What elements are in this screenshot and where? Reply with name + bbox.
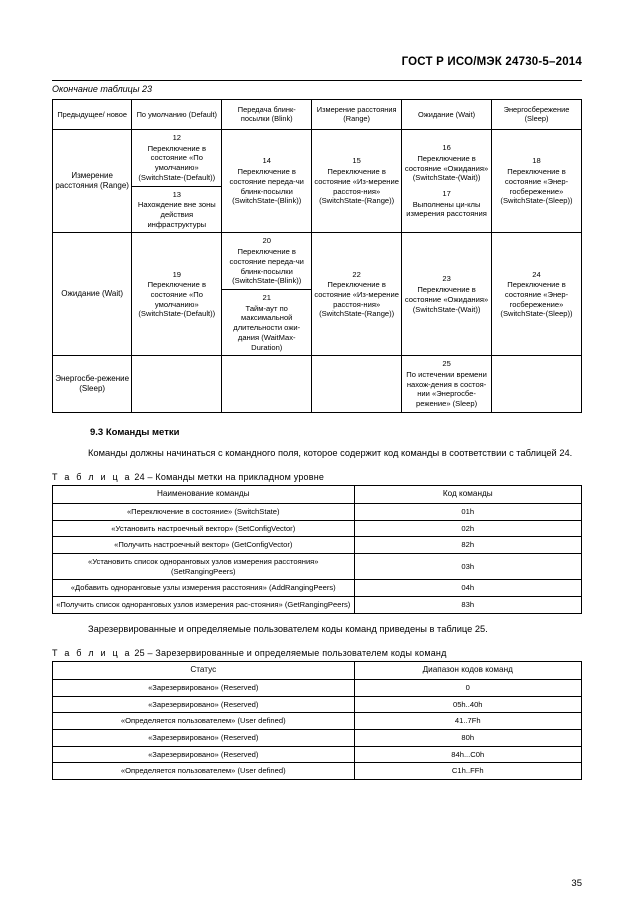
table25-cell-range: 84h...C0h: [354, 746, 581, 763]
table24-cell-code: 03h: [354, 554, 581, 580]
table23-cell: [312, 233, 402, 356]
table25-header-row: [53, 662, 582, 680]
table23-cell: [222, 233, 312, 356]
cell-text: Нахождение вне зоны действия инфраструктуры: [137, 200, 216, 229]
cell-number: 22: [352, 269, 361, 279]
table-state-transitions: [52, 99, 582, 413]
cell-number: 13: [172, 189, 182, 199]
table-row: [53, 233, 582, 356]
table24-cell-code: 01h: [354, 503, 581, 520]
table23-cell: [132, 129, 222, 232]
table-row: [53, 356, 582, 413]
cell-number: 23: [442, 274, 451, 284]
table25-header-cell: Диапазон кодов команд: [354, 662, 581, 680]
cell-text: Переключение в состояние «Энер-госбережение» (SwitchState-(Sleep)): [500, 280, 573, 319]
table-row: [53, 730, 582, 747]
cell-subsection: [404, 189, 489, 219]
table23-cell: [132, 233, 222, 356]
table-row: [53, 679, 582, 696]
table23-header-cell: Энергосбережение (Sleep): [492, 100, 582, 130]
cell-number: 17: [442, 189, 451, 199]
cell-number: 16: [442, 143, 451, 153]
section-paragraph: Команды должны начинаться с командного поля, которое содержит код команды в соответствии с таблицей 24.: [88, 447, 573, 458]
table25-cell-status: «Зарезервировано» (Reserved): [53, 696, 355, 713]
table-row: [53, 520, 582, 537]
table25-cell-range: 0: [354, 679, 581, 696]
table24-caption-rest: 24 – Команды метки на прикладном уровне: [131, 472, 325, 483]
table25-cell-range: 41..7Fh: [354, 713, 581, 730]
table25-caption-rest: 25 – Зарезервированные и определяемые пользователем коды команд: [131, 648, 447, 659]
cell-subsection: [132, 186, 221, 233]
table23-cell: [222, 129, 312, 232]
table25-cell-status: «Определяется пользователем» (User defined): [53, 763, 355, 780]
table24-header-cell: Код команды: [354, 486, 581, 504]
table24-cell-code: 04h: [354, 580, 581, 597]
table24-cell-name: «Добавить одноранговые узлы измерения расстояния» (AddRangingPeers): [53, 580, 355, 597]
table23-cell: [222, 356, 312, 413]
cell-text: Выполнены ци-клы измерения расстояния: [406, 199, 487, 219]
cell-text: Тайм-аут по максимальной длительности ожи-дания (WaitMax-Duration): [233, 303, 301, 352]
cell-text: Переключение в состояние «По умолчанию» (SwitchState-(Default)): [138, 143, 216, 182]
table25-cell-range: C1h..FFh: [354, 763, 581, 780]
table-row: [53, 554, 582, 580]
table23-cell: [312, 356, 402, 413]
table23-cell: [312, 129, 402, 232]
table23-cell: [402, 233, 492, 356]
table23-cell: [402, 356, 492, 413]
table25-header-cell: Статус: [53, 662, 355, 680]
table23-header-cell: Ожидание (Wait): [402, 100, 492, 130]
table23-header-cell: Передача блинк-посылки (Blink): [222, 100, 312, 130]
cell-number: 24: [532, 269, 541, 279]
table-tag-commands: [52, 485, 582, 614]
table24-cell-name: «Получить список одноранговых узлов измерения рас-стояния» (GetRangingPeers): [53, 597, 355, 614]
page-number: 35: [571, 878, 582, 889]
cell-number: 12: [172, 132, 182, 142]
table-row: [53, 763, 582, 780]
table-reserved-user-codes: [52, 661, 582, 780]
table23-cell: [492, 356, 582, 413]
table23-cell: [492, 233, 582, 356]
cell-text: Переключение в состояние «По умолчанию» (SwitchState-(Default)): [138, 280, 216, 319]
cell-text: Переключение в состояние «Энер-госбережение» (SwitchState-(Sleep)): [500, 167, 573, 206]
table24-cell-code: 82h: [354, 537, 581, 554]
cell-number: 14: [262, 156, 271, 166]
cell-text: Переключение в состояние переда-чи блинк-посылки (SwitchState-(Blink)): [229, 167, 304, 206]
table24-cell-code: 83h: [354, 597, 581, 614]
table-row: [53, 713, 582, 730]
table24-cell-name: «Переключение в состояние» (SwitchState): [53, 503, 355, 520]
cell-text: Переключение в состояние «Из-мерение расстоя-ния» (SwitchState-(Range)): [314, 280, 399, 319]
table25-cell-status: «Зарезервировано» (Reserved): [53, 730, 355, 747]
table-row: [53, 746, 582, 763]
table23-header-row: [53, 100, 582, 130]
cell-number: 21: [262, 293, 271, 302]
table-row: [53, 597, 582, 614]
cell-text: Переключение в состояние «Ожидания» (SwitchState-(Wait)): [404, 285, 489, 314]
table23-header-cell: По умолчанию (Default): [132, 100, 222, 130]
cell-text: По истечении времени нахож-дения в состоя-нии «Энергосбе-режение» (Sleep): [406, 370, 487, 409]
table23-row-label: Измерение расстояния (Range): [53, 129, 132, 232]
section-heading: 9.3 Команды метки: [90, 426, 180, 438]
table24-caption: [52, 472, 582, 482]
header-divider: [52, 80, 582, 81]
table24-caption-prefix: Т а б л и ц а: [52, 472, 132, 483]
table25-cell-range: 05h..40h: [354, 696, 581, 713]
table24-cell-name: «Установить список одноранговых узлов измерения расстояния» (SetRangingPeers): [53, 554, 355, 580]
table24-header-cell: Наименование команды: [53, 486, 355, 504]
cell-text: Переключение в состояние переда-чи блинк-посылки (SwitchState-(Blink)): [229, 247, 304, 286]
paragraph-reserved-codes: Зарезервированные и определяемые пользователем коды команд приведены в таблице 25.: [88, 623, 488, 634]
table23-cell: [132, 356, 222, 413]
table-row: [53, 503, 582, 520]
table23-cell: [492, 129, 582, 232]
table25-caption: [52, 648, 582, 658]
table-row: [53, 696, 582, 713]
table24-header-row: [53, 486, 582, 504]
cell-subsection: [222, 289, 311, 355]
table25-cell-range: 80h: [354, 730, 581, 747]
document-header-title: ГОСТ Р ИСО/МЭК 24730-5–2014: [401, 56, 582, 68]
cell-number: 20: [262, 236, 271, 246]
table25-caption-prefix: Т а б л и ц а: [52, 648, 132, 659]
table24-cell-name: «Получить настроечный вектор» (GetConfigVector): [53, 537, 355, 554]
table-row: [53, 580, 582, 597]
cell-text: Переключение в состояние «Ожидания» (SwitchState-(Wait)): [404, 153, 489, 183]
cell-text: Переключение в состояние «Из-мерение расстоя-ния» (SwitchState-(Range)): [314, 167, 399, 206]
table23-continuation-label: Окончание таблицы 23: [52, 84, 152, 94]
table-row: [53, 537, 582, 554]
table23-cell: [402, 129, 492, 232]
table23-row-label: Ожидание (Wait): [53, 233, 132, 356]
table25-cell-status: «Зарезервировано» (Reserved): [53, 679, 355, 696]
table-row: [53, 129, 582, 232]
table24-cell-code: 02h: [354, 520, 581, 537]
table23-header-cell: Измерение расстояния (Range): [312, 100, 402, 130]
cell-number: 15: [352, 156, 361, 166]
cell-number: 25: [442, 359, 451, 369]
table23-header-cell: Предыдущее/ новое: [53, 100, 132, 130]
cell-number: 19: [172, 269, 182, 279]
table25-cell-status: «Определяется пользователем» (User defined): [53, 713, 355, 730]
table24-cell-name: «Установить настроечный вектор» (SetConfigVector): [53, 520, 355, 537]
table25-cell-status: «Зарезервировано» (Reserved): [53, 746, 355, 763]
table23-row-label: Энергосбе-режение (Sleep): [53, 356, 132, 413]
cell-number: 18: [532, 156, 541, 166]
